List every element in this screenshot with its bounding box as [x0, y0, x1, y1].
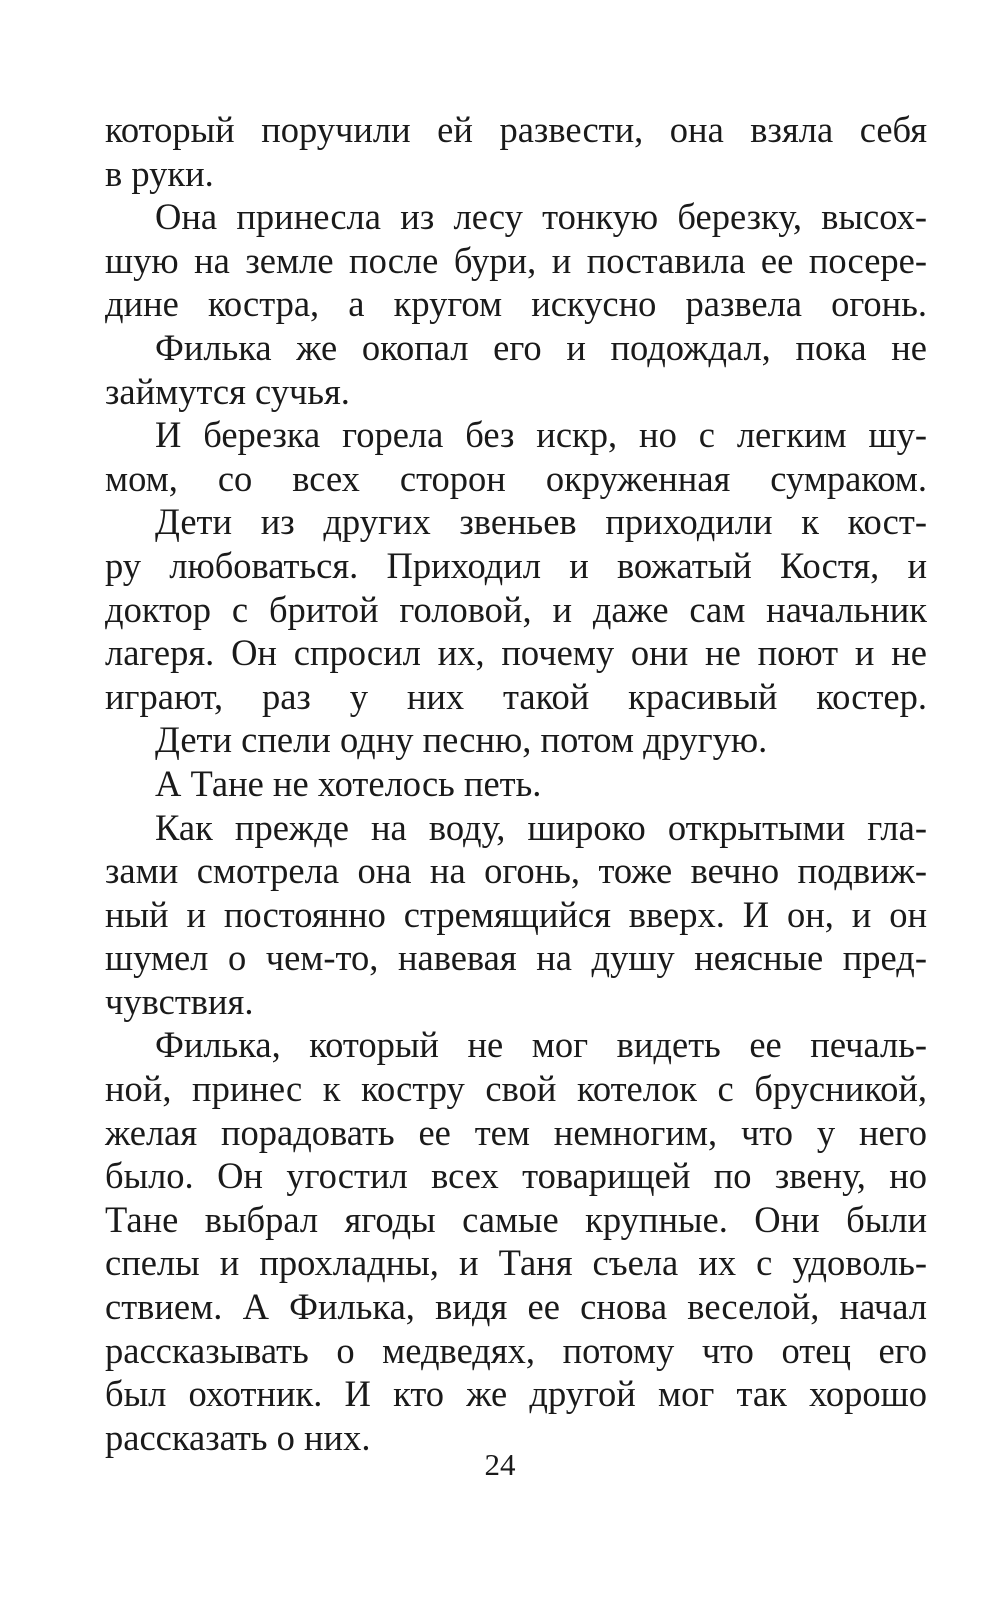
text-line: Она принесла из лесу тонкую березку, высох-	[155, 196, 927, 238]
text-line: желая порадовать ее тем немногим, что у него	[105, 1111, 927, 1153]
text-line: Как прежде на воду, широко открытыми гла-	[155, 806, 927, 848]
text-line: Дети из других звеньев приходили к кост-	[155, 501, 927, 543]
text-line: чувствия.	[105, 980, 254, 1022]
text-line: ный и постоянно стремящийся вверх. И он, и он	[105, 893, 927, 935]
text-line: который поручили ей развести, она взяла себя	[105, 109, 927, 150]
page-text-body	[105, 108, 927, 1459]
text-line: в руки.	[105, 152, 214, 194]
text-line: был охотник. И кто же другой мог так хорошо	[105, 1373, 927, 1415]
text-line: ру любоваться. Приходил и вожатый Костя, и	[105, 544, 927, 586]
page-number: 24	[484, 1447, 516, 1482]
text-line: ной, принес к костру свой котелок с брусникой,	[105, 1068, 927, 1110]
text-line: рассказывать о медведях, потому что отец его	[105, 1329, 927, 1371]
text-line: ствием. А Филька, видя ее снова веселой, начал	[105, 1286, 927, 1328]
text-line: играют, раз у них такой красивый костер.	[105, 675, 927, 717]
text-line: шую на земле после бури, и поставила ее посере-	[105, 239, 927, 281]
text-line: дине костра, а кругом искусно развела огонь.	[105, 283, 927, 325]
text-line: Филька же окопал его и подождал, пока не	[155, 326, 927, 368]
text-line: Тане выбрал ягоды самые крупные. Они были	[105, 1198, 927, 1240]
text-line: И березка горела без искр, но с легким шу-	[155, 414, 927, 456]
text-line: зами смотрела она на огонь, тоже вечно подвиж-	[105, 850, 927, 892]
text-line: А Тане не хотелось петь.	[155, 762, 542, 804]
text-line: Филька, который не мог видеть ее печаль-	[155, 1024, 927, 1066]
text-line: доктор с бритой головой, и даже сам начальник	[105, 588, 927, 630]
text-line: Дети спели одну песню, потом другую.	[155, 719, 768, 761]
text-line: шумел о чем-то, навевая на душу неясные пред-	[105, 937, 927, 979]
text-line: мом, со всех сторон окруженная сумраком.	[105, 457, 927, 499]
text-line: рассказать о них.	[105, 1416, 371, 1458]
text-line: лагеря. Он спросил их, почему они не поют и не	[105, 632, 927, 674]
text-line: было. Он угостил всех товарищей по звену, но	[105, 1155, 927, 1197]
text-line: спелы и прохладны, и Таня съела их с удоволь-	[105, 1242, 927, 1284]
text-line: займутся сучья.	[105, 370, 350, 412]
